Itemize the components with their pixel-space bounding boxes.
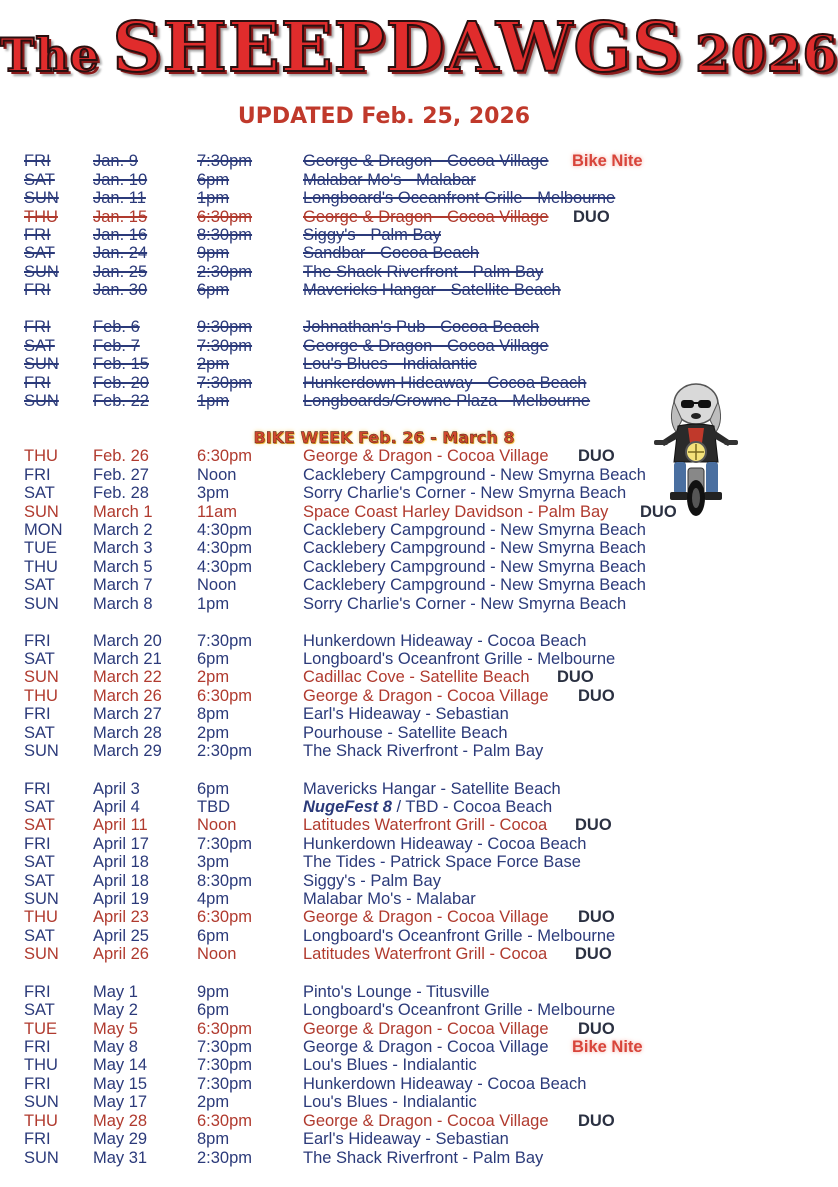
row-venue: George & Dragon - Cocoa Village	[303, 1112, 549, 1130]
row-date: April 4	[93, 798, 140, 816]
schedule-row	[0, 1130, 768, 1148]
schedule-row	[0, 890, 768, 908]
bike-nite-tag: Bike Nite	[572, 1038, 643, 1056]
row-venue: Earl's Hideaway - Sebastian	[303, 705, 509, 723]
row-date: May 29	[93, 1130, 148, 1148]
row-day: SUN	[24, 1149, 59, 1167]
row-venue: Sorry Charlie's Corner - New Smyrna Beach	[303, 595, 627, 613]
row-venue: Hunkerdown Hideaway - Cocoa Beach	[303, 374, 587, 392]
row-date: Feb. 28	[93, 484, 149, 502]
schedule-row	[0, 798, 768, 816]
schedule-row	[0, 742, 768, 760]
row-venue: Cacklebery Campground - New Smyrna Beach	[303, 539, 646, 557]
row-date: March 20	[93, 632, 162, 650]
bike-week-banner: BIKE WEEK Feb. 26 - March 8	[253, 428, 515, 447]
row-time: 6:30pm	[197, 208, 253, 226]
row-day: SAT	[24, 1001, 55, 1019]
row-date: Feb. 7	[93, 337, 140, 355]
row-time: 7:30pm	[197, 1038, 253, 1056]
schedule-row	[0, 872, 768, 890]
row-venue: George & Dragon - Cocoa Village	[303, 908, 549, 926]
row-day: SUN	[24, 503, 59, 521]
row-time: 3pm	[197, 484, 230, 502]
row-time: 2pm	[197, 724, 230, 742]
row-day: THU	[24, 208, 58, 226]
row-day: FRI	[24, 374, 51, 392]
row-time: 9pm	[197, 983, 230, 1001]
row-time: 1pm	[197, 189, 230, 207]
row-day: SUN	[24, 945, 59, 963]
row-date: Jan. 10	[93, 171, 148, 189]
row-date: March 26	[93, 687, 162, 705]
row-date: March 27	[93, 705, 162, 723]
row-date: May 15	[93, 1075, 148, 1093]
row-date: April 18	[93, 872, 149, 890]
row-date: May 14	[93, 1056, 148, 1074]
row-date: April 19	[93, 890, 149, 908]
duo-tag: DUO	[573, 208, 610, 226]
row-venue: George & Dragon - Cocoa Village	[303, 447, 549, 465]
row-day: MON	[24, 521, 63, 539]
row-time: 6:30pm	[197, 1112, 253, 1130]
row-day: FRI	[24, 281, 51, 299]
row-date: March 7	[93, 576, 153, 594]
row-day: SUN	[24, 595, 59, 613]
schedule-row	[0, 816, 768, 834]
row-time: 7:30pm	[197, 152, 253, 170]
row-date: Jan. 9	[93, 152, 138, 170]
row-day: TUE	[24, 1020, 57, 1038]
row-date: March 3	[93, 539, 153, 557]
row-date: April 17	[93, 835, 149, 853]
schedule-row	[0, 1038, 768, 1056]
row-date: May 28	[93, 1112, 148, 1130]
row-time: Noon	[197, 816, 237, 834]
schedule-row	[0, 1056, 768, 1074]
row-day: SUN	[24, 668, 59, 686]
row-venue: Pourhouse - Satellite Beach	[303, 724, 508, 742]
row-day: SUN	[24, 355, 59, 373]
schedule-row	[0, 263, 768, 281]
schedule-row	[0, 853, 768, 871]
schedule-row	[0, 595, 768, 613]
row-venue: Earl's Hideaway - Sebastian	[303, 1130, 509, 1148]
row-date: April 18	[93, 853, 149, 871]
duo-tag: DUO	[578, 1112, 615, 1130]
row-date: March 2	[93, 521, 153, 539]
row-venue: Lou's Blues - Indialantic	[303, 1056, 477, 1074]
row-day: SUN	[24, 1093, 59, 1111]
duo-tag: DUO	[578, 447, 615, 465]
row-date: Feb. 6	[93, 318, 140, 336]
row-time: 2:30pm	[197, 742, 253, 760]
row-venue: Cadillac Cove - Satellite Beach	[303, 668, 530, 686]
row-date: Feb. 27	[93, 466, 149, 484]
row-date: March 5	[93, 558, 153, 576]
row-time: 8:30pm	[197, 872, 253, 890]
title-band-name: SHEEPDAWGS	[112, 8, 683, 88]
row-date: Feb. 22	[93, 392, 149, 410]
row-time: 4:30pm	[197, 558, 253, 576]
row-time: 6pm	[197, 1001, 230, 1019]
row-date: May 31	[93, 1149, 148, 1167]
schedule-row	[0, 705, 768, 723]
row-date: Jan. 25	[93, 263, 148, 281]
row-day: FRI	[24, 835, 51, 853]
row-time: 6:30pm	[197, 1020, 253, 1038]
schedule-row	[0, 668, 768, 686]
row-time: 2pm	[197, 355, 230, 373]
row-date: Feb. 20	[93, 374, 149, 392]
row-venue: The Shack Riverfront - Palm Bay	[303, 263, 544, 281]
row-day: TUE	[24, 539, 57, 557]
row-venue: Lou's Blues - Indialantic	[303, 1093, 477, 1111]
row-day: SUN	[24, 392, 59, 410]
row-time: 6:30pm	[197, 908, 253, 926]
row-venue: Latitudes Waterfront Grill - Cocoa	[303, 945, 548, 963]
row-date: Jan. 11	[93, 189, 146, 207]
schedule-row	[0, 1112, 768, 1130]
schedule-row	[0, 521, 768, 539]
row-time: 8pm	[197, 1130, 230, 1148]
row-day: SAT	[24, 576, 55, 594]
row-venue: Sorry Charlie's Corner - New Smyrna Beach	[303, 484, 627, 502]
row-time: 6pm	[197, 281, 230, 299]
venue-event-name: NugeFest 8	[303, 798, 392, 816]
row-date: May 1	[93, 983, 138, 1001]
row-day: SAT	[24, 337, 55, 355]
row-time: 9:30pm	[197, 318, 253, 336]
schedule-row	[0, 355, 768, 373]
schedule-row	[0, 539, 768, 557]
schedule-row	[0, 632, 768, 650]
duo-tag: DUO	[575, 816, 612, 834]
row-day: THU	[24, 687, 58, 705]
row-venue: Malabar Mo's - Malabar	[303, 890, 476, 908]
schedule-row	[0, 780, 768, 798]
row-venue: The Shack Riverfront - Palm Bay	[303, 1149, 544, 1167]
row-day: FRI	[24, 780, 51, 798]
row-time: 2pm	[197, 668, 230, 686]
title-the: The	[0, 28, 100, 82]
row-venue: Longboard's Oceanfront Grille - Melbourne	[303, 1001, 616, 1019]
row-time: 6:30pm	[197, 447, 253, 465]
row-date: April 26	[93, 945, 149, 963]
row-time: 1pm	[197, 595, 230, 613]
row-day: SAT	[24, 816, 55, 834]
row-time: 7:30pm	[197, 1056, 253, 1074]
duo-tag: DUO	[575, 945, 612, 963]
row-date: March 29	[93, 742, 162, 760]
row-time: 4:30pm	[197, 539, 253, 557]
row-time: 6pm	[197, 927, 230, 945]
schedule-row	[0, 558, 768, 576]
schedule-row	[0, 650, 768, 668]
row-day: FRI	[24, 1130, 51, 1148]
row-day: SAT	[24, 798, 55, 816]
schedule-row	[0, 724, 768, 742]
schedule-row	[0, 983, 768, 1001]
row-day: SUN	[24, 890, 59, 908]
row-date: Jan. 15	[93, 208, 148, 226]
row-day: THU	[24, 908, 58, 926]
row-time: 3pm	[197, 853, 230, 871]
row-time: 8pm	[197, 705, 230, 723]
row-venue: George & Dragon - Cocoa Village	[303, 337, 549, 355]
row-date: Feb. 26	[93, 447, 149, 465]
row-venue: Mavericks Hangar - Satellite Beach	[303, 780, 561, 798]
schedule-row	[0, 281, 768, 299]
row-venue: Siggy's - Palm Bay	[303, 226, 441, 244]
row-time: 8:30pm	[197, 226, 253, 244]
row-date: May 8	[93, 1038, 138, 1056]
row-venue: Siggy's - Palm Bay	[303, 872, 441, 890]
row-time: 6:30pm	[197, 687, 253, 705]
row-venue: Cacklebery Campground - New Smyrna Beach	[303, 466, 646, 484]
row-date: April 3	[93, 780, 140, 798]
row-venue: Mavericks Hangar - Satellite Beach	[303, 281, 561, 299]
updated-date: UPDATED Feb. 25, 2026	[237, 104, 531, 129]
row-day: SUN	[24, 189, 59, 207]
biker-dog-icon	[648, 380, 744, 520]
row-venue: George & Dragon - Cocoa Village	[303, 208, 549, 226]
row-venue: Lou's Blues - Indialantic	[303, 355, 477, 373]
row-day: SAT	[24, 724, 55, 742]
row-day: FRI	[24, 466, 51, 484]
row-day: FRI	[24, 705, 51, 723]
row-time: 7:30pm	[197, 632, 253, 650]
row-venue: Pinto's Lounge - Titusville	[303, 983, 490, 1001]
row-day: THU	[24, 447, 58, 465]
schedule-row	[0, 318, 768, 336]
row-time: 2:30pm	[197, 1149, 253, 1167]
row-date: April 11	[93, 816, 148, 834]
row-date: Jan. 30	[93, 281, 148, 299]
row-venue: Cacklebery Campground - New Smyrna Beach	[303, 521, 646, 539]
row-venue: Longboard's Oceanfront Grille - Melbourne	[303, 927, 616, 945]
row-time: 6pm	[197, 780, 230, 798]
row-venue: Latitudes Waterfront Grill - Cocoa	[303, 816, 548, 834]
row-venue: George & Dragon - Cocoa Village	[303, 687, 549, 705]
row-venue: Space Coast Harley Davidson - Palm Bay	[303, 503, 609, 521]
schedule-row	[0, 687, 768, 705]
row-venue: Longboards/Crowne Plaza - Melbourne	[303, 392, 591, 410]
duo-tag: DUO	[578, 1020, 615, 1038]
schedule-row	[0, 226, 768, 244]
row-day: FRI	[24, 226, 51, 244]
row-venue: Sandbar - Cocoa Beach	[303, 244, 480, 262]
row-day: SAT	[24, 927, 55, 945]
row-time: 2:30pm	[197, 263, 253, 281]
row-venue: Cacklebery Campground - New Smyrna Beach	[303, 558, 646, 576]
schedule-row	[0, 927, 768, 945]
row-venue: Johnathan's Pub - Cocoa Beach	[303, 318, 540, 336]
row-time: TBD	[197, 798, 230, 816]
schedule-row	[0, 835, 768, 853]
row-date: April 25	[93, 927, 149, 945]
title-year: 2026	[695, 24, 838, 83]
row-venue: NugeFest 8 / TBD - Cocoa Beach	[303, 798, 553, 816]
row-date: March 8	[93, 595, 153, 613]
row-day: FRI	[24, 152, 51, 170]
row-date: May 5	[93, 1020, 138, 1038]
schedule-row	[0, 337, 768, 355]
schedule-row	[0, 208, 768, 226]
row-date: March 28	[93, 724, 162, 742]
row-date: Jan. 16	[93, 226, 148, 244]
row-day: FRI	[24, 1075, 51, 1093]
duo-tag: DUO	[578, 908, 615, 926]
schedule-row	[0, 1020, 768, 1038]
row-date: March 1	[93, 503, 153, 521]
row-day: SAT	[24, 171, 55, 189]
row-day: THU	[24, 1056, 58, 1074]
row-time: Noon	[197, 945, 237, 963]
schedule-row	[0, 189, 768, 207]
row-time: 4:30pm	[197, 521, 253, 539]
row-day: SAT	[24, 650, 55, 668]
duo-tag: DUO	[640, 503, 677, 521]
row-date: May 17	[93, 1093, 148, 1111]
schedule-row	[0, 1075, 768, 1093]
schedule-row	[0, 152, 768, 170]
row-day: SAT	[24, 872, 55, 890]
bike-nite-tag: Bike Nite	[572, 152, 643, 170]
schedule-row	[0, 1001, 768, 1019]
row-date: Jan. 24	[93, 244, 148, 262]
row-time: 7:30pm	[197, 1075, 253, 1093]
row-venue: Longboard's Oceanfront Grille - Melbourne	[303, 650, 616, 668]
row-day: FRI	[24, 983, 51, 1001]
row-venue: Longboard's Oceanfront Grille - Melbourne	[303, 189, 616, 207]
row-day: FRI	[24, 318, 51, 336]
row-date: March 21	[93, 650, 162, 668]
row-venue: Hunkerdown Hideaway - Cocoa Beach	[303, 1075, 587, 1093]
row-venue: Cacklebery Campground - New Smyrna Beach	[303, 576, 646, 594]
row-time: 9pm	[197, 244, 230, 262]
schedule-row	[0, 576, 768, 594]
row-day: SUN	[24, 263, 59, 281]
row-time: 7:30pm	[197, 337, 253, 355]
row-time: 7:30pm	[197, 835, 253, 853]
row-venue: George & Dragon - Cocoa Village	[303, 1020, 549, 1038]
row-time: 11am	[197, 503, 238, 521]
duo-tag: DUO	[557, 668, 594, 686]
row-venue: George & Dragon - Cocoa Village	[303, 152, 549, 170]
row-day: SAT	[24, 484, 55, 502]
row-date: May 2	[93, 1001, 138, 1019]
row-time: Noon	[197, 466, 237, 484]
row-day: SAT	[24, 244, 55, 262]
row-time: Noon	[197, 576, 237, 594]
row-time: 6pm	[197, 171, 230, 189]
row-date: Feb. 15	[93, 355, 149, 373]
schedule-row	[0, 945, 768, 963]
schedule-row	[0, 908, 768, 926]
row-venue: The Shack Riverfront - Palm Bay	[303, 742, 544, 760]
schedule-row	[0, 1149, 768, 1167]
row-day: THU	[24, 1112, 58, 1130]
row-venue: Hunkerdown Hideaway - Cocoa Beach	[303, 835, 587, 853]
row-day: SAT	[24, 853, 55, 871]
row-day: FRI	[24, 1038, 51, 1056]
schedule-row	[0, 1093, 768, 1111]
row-time: 4pm	[197, 890, 230, 908]
row-date: April 23	[93, 908, 149, 926]
row-day: SUN	[24, 742, 59, 760]
row-time: 1pm	[197, 392, 230, 410]
row-venue: Hunkerdown Hideaway - Cocoa Beach	[303, 632, 587, 650]
row-day: THU	[24, 558, 58, 576]
duo-tag: DUO	[578, 687, 615, 705]
schedule-row	[0, 171, 768, 189]
row-time: 7:30pm	[197, 374, 253, 392]
schedule-row	[0, 244, 768, 262]
row-venue: The Tides - Patrick Space Force Base	[303, 853, 581, 871]
row-time: 2pm	[197, 1093, 230, 1111]
row-date: March 22	[93, 668, 162, 686]
row-venue: George & Dragon - Cocoa Village	[303, 1038, 549, 1056]
row-venue: Malabar Mo's - Malabar	[303, 171, 476, 189]
row-time: 6pm	[197, 650, 230, 668]
row-day: FRI	[24, 632, 51, 650]
